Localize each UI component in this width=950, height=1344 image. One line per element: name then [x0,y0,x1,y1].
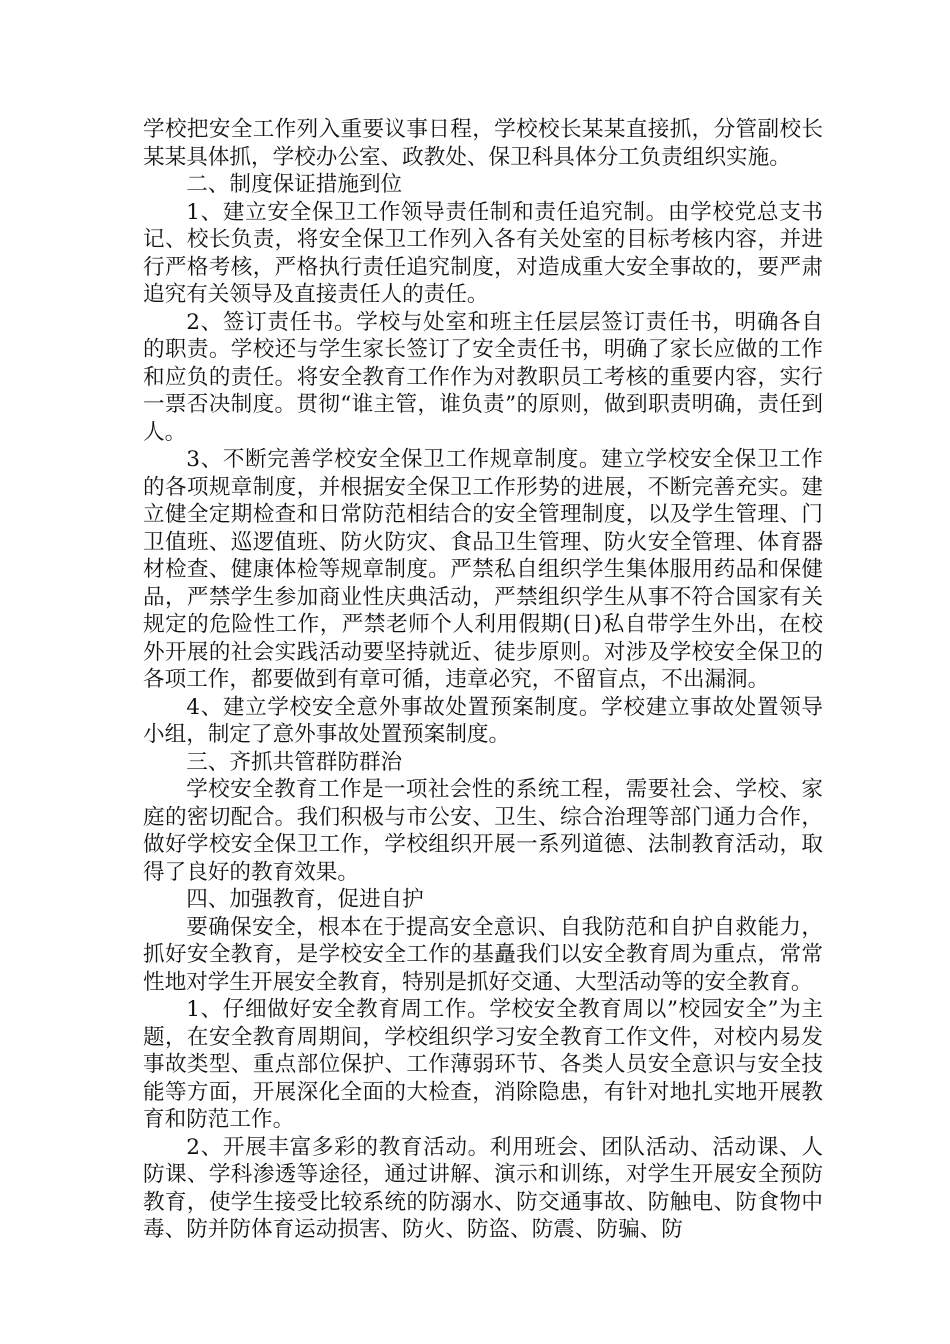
paragraph-2-1: 1、建立安全保卫工作领导责任制和责任追究制。由学校党总支书记、校长负责，将安全保卫工作列入各有关处室的目标考核内容，并进行严格考核，严格执行责任追究制度，对造成重大安全事故的，要严肃追究有关领导及直接责任人的责任。 [143,199,823,307]
heading-section-2: 二、制度保证措施到位 [186,172,403,197]
paragraph-2-4: 4、建立学校安全意外事故处置预案制度。学校建立事故处置领导小组，制定了意外事故处置预案制度。 [143,694,823,747]
paragraph-opening: 学校把安全工作列入重要议事日程，学校校长某某直接抓，分管副校长某某具体抓，学校办公室、政教处、保卫科具体分工负责组织实施。 [143,117,823,170]
paragraph-3-body: 学校安全教育工作是一项社会性的系统工程，需要社会、学校、家庭的密切配合。我们积极与市公安、卫生、综合治理等部门通力合作，做好学校安全保卫工作，学校组织开展一系列道德、法制教育活动，取得了良好的教育效果。 [143,777,823,885]
paragraph-4-body: 要确保安全，根本在于提高安全意识、自我防范和自护自救能力，抓好安全教育，是学校安全工作的基矗我们以安全教育周为重点，常常性地对学生开展安全教育，特别是抓好交通、大型活动等的安全教育。 [143,914,823,995]
heading-section-3: 三、齐抓共管群防群治 [186,749,403,775]
paragraph-2-2: 2、签订责任书。学校与处室和班主任层层签订责任书，明确各自的职责。学校还与学生家长签订了安全责任书，明确了家长应做的工作和应负的责任。将安全教育工作作为对教职员工考核的重要内容，实行一票否决制度。贯彻“谁主管，谁负责”的原则，做到职责明确，责任到人。 [143,309,823,445]
paragraph-4-1: 1、仔细做好安全教育周工作。学校安全教育周以”校园安全”为主题，在安全教育周期间，学校组织学习安全教育工作文件，对校内易发事故类型、重点部位保护、工作薄弱环节、各类人员安全意识与安全技能等方面，开展深化全面的大检查，消除隐患，有针对地扎实地开展教育和防范工作。 [143,997,823,1132]
paragraph-4-2: 2、开展丰富多彩的教育活动。利用班会、团队活动、活动课、人防课、学科渗透等途径，通过讲解、演示和训练，对学生开展安全预防教育，使学生接受比较系统的防溺水、防交通事故、防触电、防食物中毒、防并防体育运动损害、防火、防盗、防震、防骗、防 [143,1134,823,1242]
heading-section-4: 四、加强教育，促进自护 [186,887,424,912]
document-body [143,116,823,1244]
paragraph-2-3: 3、不断完善学校安全保卫工作规章制度。建立学校安全保卫工作的各项规章制度，并根据安全保卫工作形势的进展，不断完善充实。建立健全定期检查和日常防范相结合的安全管理制度，以及学生管理、门卫值班、巡逻值班、防火防灾、食品卫生管理、防火安全管理、体育器材检查、健康体检等规章制度。严禁私自组织学生集体服用药品和保健品，严禁学生参加商业性庆典活动，严禁组织学生从事不符合国家有关规定的危险性工作，严禁老师个人利用假期(日)私自带学生外出，在校外开展的社会实践活动要坚持就近、徒步原则。对涉及学校安全保卫的各项工作，都要做到有章可循，违章必究，不留盲点，不出漏洞。 [143,447,823,692]
